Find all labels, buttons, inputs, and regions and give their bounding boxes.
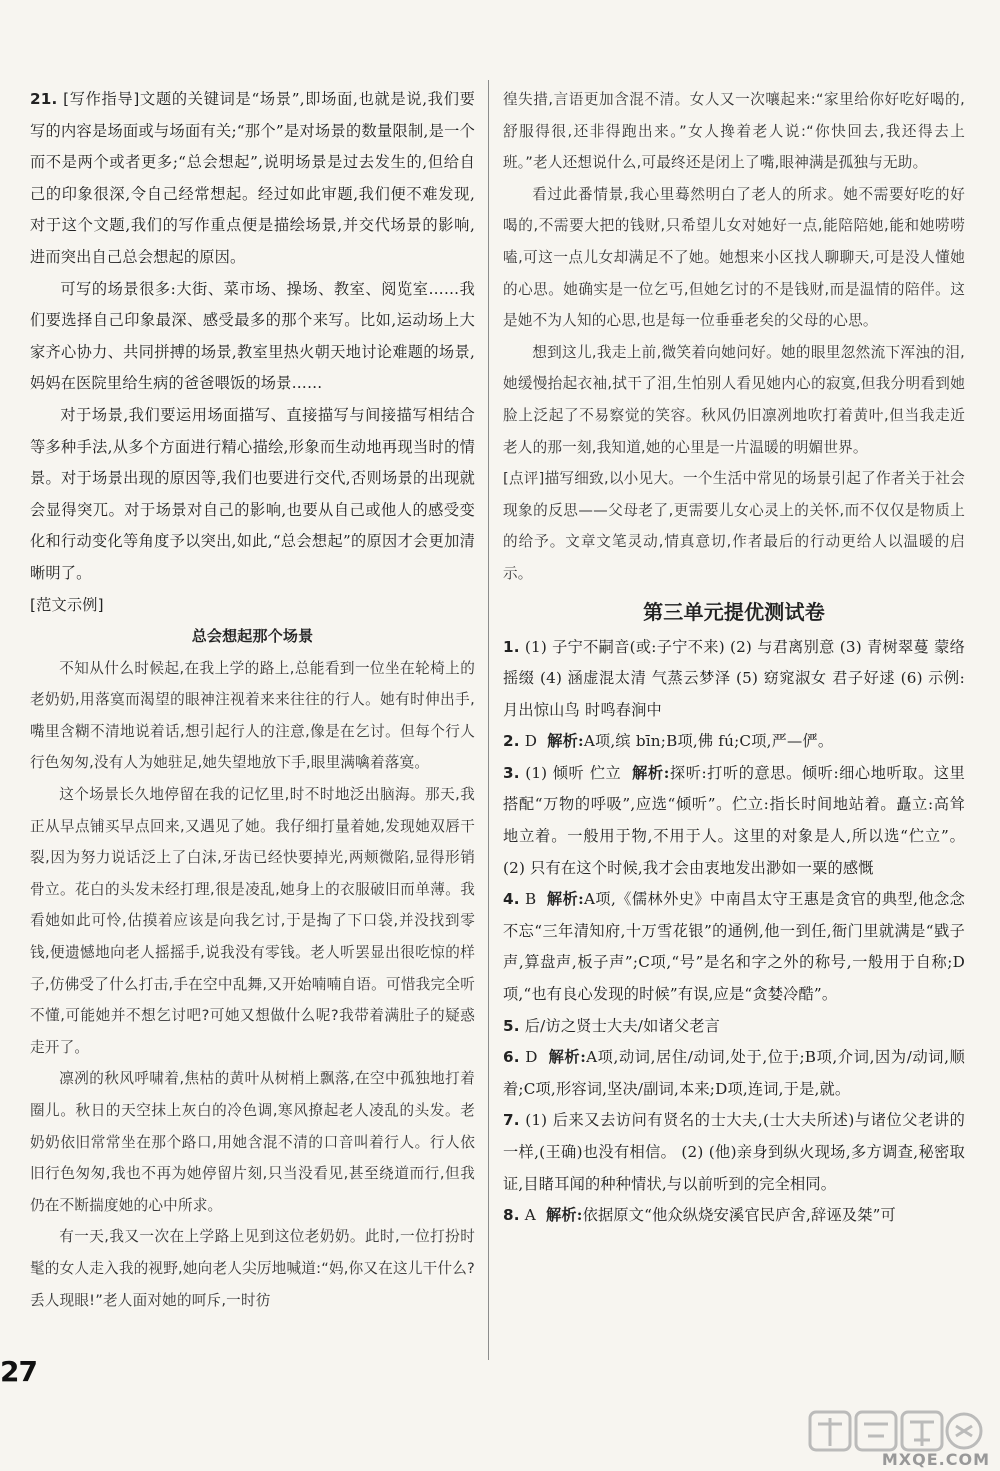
- page-number: 27: [0, 1355, 37, 1388]
- analysis-label: 解析:: [632, 763, 670, 782]
- left-column: [30, 84, 475, 1316]
- paragraph-text: 文题的关键词是“场景”,即场面,也就是说,我们要写的内容是场面或与场面有关;“那个”是对场景的数量限制,是一个而不是两个或者更多;“总会想起”,说明场景是过去发生的,但给自己的印象很深,令自己经常想起。经过如此审题,我们便不难发现,对于这个文题,我们的写作重点便是描绘场景,并交代场景的影响,进而突出自己总会想起的原因。: [30, 90, 475, 266]
- answer-number: 8.: [503, 1206, 520, 1225]
- answer-text: 依据原文“他众纵烧安溪官民庐舍,辞诬及桀”可: [582, 1206, 896, 1225]
- answer-letter: A: [524, 1206, 536, 1225]
- essay-paragraph: 有一天,我又一次在上学路上见到这位老奶奶。此时,一位打扮时髦的女人走入我的视野,她向老人尖厉地喊道:“妈,你又在这儿干什么?丢人现眼!”老人面对她的呵斥,一时彷: [30, 1228, 475, 1309]
- essay-paragraph: 看过此番情景,我心里蓦然明白了老人的所求。她不需要好吃的好喝的,不需要大把的钱财,只希望儿女对她好一点,能陪陪她,能和她唠唠嗑,可这一点儿女却满足不了她。她想来小区找人聊聊天,可是没人懂她的心思。她确实是一位乞丐,但她乞讨的不是钱财,而是温情的陪伴。这是她不为人知的心思,也是每一位垂垂老矣的父母的心思。: [503, 185, 965, 330]
- answer-text: 探听:打听的意思。倾听:细心地听取。这里搭配“万物的呼吸”,应选“倾听”。伫立:指长时间地站着。矗立:高耸地立着。一般用于物,不用于人。这里的对象是人,所以选“伫立”。 (2) 只有在这个时候,我才会由衷地发出渺如一粟的感慨: [503, 763, 966, 877]
- answer-letter: D: [525, 1048, 538, 1067]
- essay-paragraph: 这个场景长久地停留在我的记忆里,时不时地泛出脑海。那天,我正从早点铺买早点回来,又遇见了她。我仔细打量着她,发现她双唇干裂,因为努力说话泛上了白沫,牙齿已经快要掉光,两颊微陷,显得形销骨立。花白的头发未经打理,很是凌乱,她身上的衣服破旧而单薄。我看她如此可怜,估摸着应该是向我乞讨,于是掏了下口袋,并没找到零钱,便遗憾地向老人摇摇手,说我没有零钱。老人听罢显出很吃惊的样子,仿佛受了什么打击,手在空中乱舞,又开始喃喃自语。可惜我完全听不懂,可能她并不想乞讨吧?可她又想做什么呢?我带着满肚子的疑惑走开了。: [30, 786, 475, 1056]
- essay-title: 总会想起那个场景: [191, 627, 314, 646]
- analysis-label: 解析:: [548, 1048, 587, 1067]
- answer-text: (1) 子宁不嗣音(或:子宁不来) (2) 与君离别意 (3) 青树翠蔓 蒙络摇缀 (4) 涵虚混太清 气蒸云梦泽 (5) 窈窕淑女 君子好逑 (6) 示例:月出惊山鸟 时鸣春涧中: [503, 637, 965, 719]
- comment-tag: [点评]: [503, 470, 545, 488]
- question-21-guide: [30, 84, 475, 274]
- answer-7: [503, 1105, 965, 1200]
- essay-paragraph: 不知从什么时候起,在我上学的路上,总能看到一位坐在轮椅上的老奶奶,用落寞而渴望的眼神注视着来来往往的行人。她有时伸出手,嘴里含糊不清地说着话,想引起行人的注意,像是在乞讨。但每个行人行色匆匆,没有人为她驻足,她失望地放下手,眼里满噙着落寞。: [30, 659, 475, 772]
- analysis-label: 解析:: [547, 732, 584, 751]
- answer-number: 7.: [503, 1111, 520, 1130]
- section-title: 第三单元提优测试卷: [643, 599, 825, 624]
- analysis-label: 解析:: [546, 1206, 583, 1225]
- watermark-url: MXQE.COM: [881, 1450, 990, 1469]
- paragraph: 对于场景,我们要运用场面描写、直接描写与间接描写相结合等多种手法,从多个方面进行精心描绘,形象而生动地再现当时的情景。对于场景出现的原因等,我们也要进行交代,否则场景的出现就会显得突兀。对于场景对自己的影响,也要从自己或他人的感受变化和行动变化等角度予以突出,如此,“总会想起”的原因才会更加清晰明了。: [30, 405, 475, 582]
- paragraph: 可写的场景很多:大街、菜市场、操场、教室、阅览室……我们要选择自己印象最深、感受最多的那个来写。比如,运动场上大家齐心协力、共同拼搏的场景,教室里热火朝天地讨论难题的场景,妈妈在医院里给生病的爸爸喂饭的场景……: [30, 279, 475, 393]
- answer-number: 6.: [503, 1048, 520, 1067]
- answer-3: [503, 758, 965, 884]
- answer-letter: D: [524, 732, 538, 751]
- comment-text: 描写细致,以小见大。一个生活中常见的场景引起了作者关于社会现象的反思——父母老了,更需要儿女心灵上的关怀,而不仅仅是物质上的给予。文章文笔灵动,情真意切,作者最后的行动更给人以温暖的启示。: [503, 470, 965, 582]
- answer-2: [503, 726, 965, 758]
- essay-paragraph: 凛冽的秋风呼啸着,焦枯的黄叶从树梢上飘落,在空中孤独地打着圈儿。秋日的天空抹上灰白的冷色调,寒风撩起老人凌乱的头发。老奶奶依旧常常坐在那个路口,用她含混不清的口音叫着行人。行人依旧行色匆匆,我也不再为她停留片刻,只当没看见,甚至绕道而行,但我仍在不断揣度她的心中所求。: [30, 1070, 475, 1214]
- answer-number: 1.: [503, 637, 520, 656]
- answer-number: 2.: [503, 732, 520, 751]
- comment: [503, 463, 965, 589]
- answer-text: (1) 后来又去访问有贤名的士大夫,(士大夫所述)与诸位父老讲的一样,(王确)也没有相信。 (2) (他)亲身到纵火现场,多方调查,秘密取证,目睹耳闻的种种情状,与以前听到的完全相同。: [503, 1111, 966, 1193]
- answer-letter: B: [525, 890, 537, 909]
- column-divider: [488, 80, 489, 1360]
- answer-text: 后/访之贤士大夫/如诸父老言: [524, 1016, 721, 1035]
- section-tag: [写作指导]: [63, 90, 140, 108]
- answer-number: 4.: [503, 890, 520, 909]
- answer-1: [503, 632, 965, 727]
- answer-number: 3.: [503, 763, 520, 782]
- answer-text: A项,《儒林外史》中南昌太守王惠是贪官的典型,他念念不忘“三年清知府,十万雪花银”的通例,他一到任,衙门里就满是“戥子声,算盘声,板子声”;C项,“号”是名和字之外的称号,一般用于自称;D项,“也有良心发现的时候”有误,应是“贪婪冷酷”。: [503, 890, 965, 1004]
- section-tag: [范文示例]: [30, 595, 104, 614]
- analysis-label: 解析:: [546, 890, 584, 909]
- essay-paragraph: 想到这儿,我走上前,微笑着向她问好。她的眼里忽然流下浑浊的泪,她缓慢抬起衣袖,拭干了泪,生怕别人看见她内心的寂寞,但我分明看到她脸上泛起了不易察觉的笑容。秋风仍旧凛冽地吹打着黄叶,但当我走近老人的那一刻,我知道,她的心里是一片温暖的明媚世界。: [503, 343, 965, 456]
- answer-number: 5.: [503, 1016, 520, 1035]
- answer-prefix: (1) 倾听 伫立: [525, 763, 622, 782]
- answer-text: A项,缤 bīn;B项,佛 fú;C项,严—俨。: [583, 732, 834, 751]
- answer-5: [503, 1011, 965, 1043]
- answer-8: [503, 1200, 965, 1232]
- right-column: [503, 84, 965, 1232]
- answer-text: A项,动词,居住/动词,处于,位于;B项,介词,因为/动词,顺着;C项,形容词,坚决/副词,本来;D项,连词,于是,就。: [503, 1048, 965, 1098]
- essay-paragraph-continued: 徨失措,言语更加含混不清。女人又一次嚷起来:“家里给你好吃好喝的,舒服得很,还非得跑出来。”女人搀着老人说:“你快回去,我还得去上班。”老人还想说什么,可最终还是闭上了嘴,眼神满是孤独与无助。: [503, 91, 965, 172]
- answer-6: [503, 1042, 965, 1105]
- question-number: 21.: [30, 90, 58, 108]
- answer-4: [503, 884, 965, 1010]
